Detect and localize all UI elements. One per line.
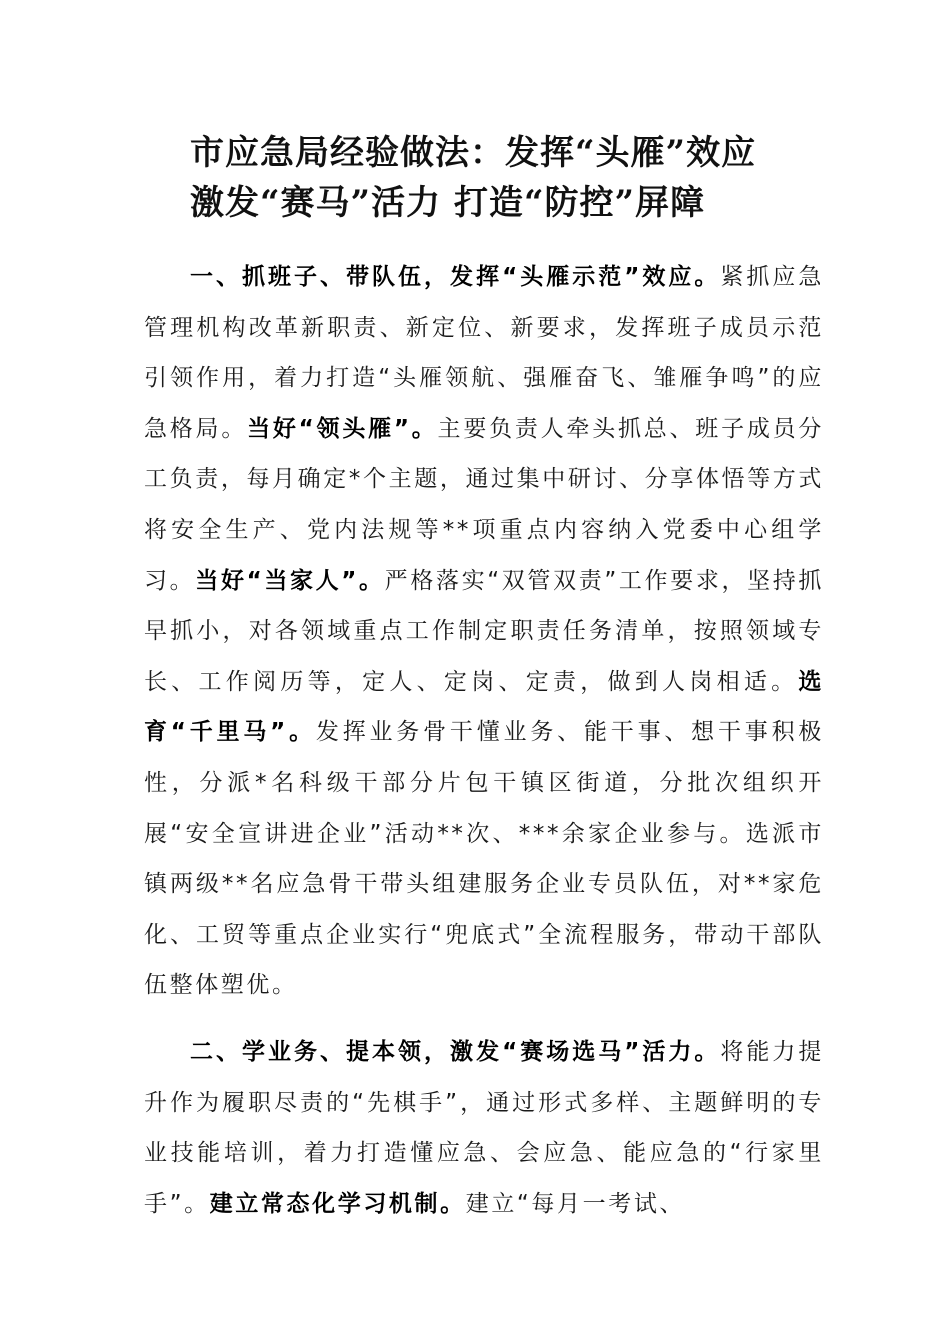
section-1-subheading-1: 当好“领头雁”。	[247, 415, 438, 442]
document-title	[190, 128, 830, 228]
section-2-heading: 二、学业务、提本领，激发“赛场选马”活力。	[190, 1038, 721, 1065]
section-2-text-1: 将能力提升作为履职尽责的“先棋手”，通过形式多样、主题鲜明的专业技能培训，着力打造懂应急、会应急、能应急的“行家里手”。	[144, 1038, 824, 1217]
section-1-text-1: 紧抓应急管理机构改革新职责、新定位、新要求，发挥班子成员示范引领作用，着力打造“头雁领航、强雁奋飞、雏雁争鸣”的应急格局。	[144, 264, 824, 442]
section-1-subheading-3: 选育“千里马”。	[144, 668, 824, 746]
paragraph-section-2	[144, 1027, 824, 1229]
section-1-heading: 一、抓班子、带队伍，发挥“头雁示范”效应。	[190, 264, 721, 290]
section-1-subheading-2: 当好“当家人”。	[195, 567, 385, 594]
document-body	[144, 252, 824, 1229]
title-line-1: 市应急局经验做法：发挥“头雁”效应	[190, 133, 757, 173]
section-2-subheading-1: 建立常态化学习机制。	[209, 1190, 466, 1217]
section-2-text-2: 建立“每月一考试、	[465, 1190, 686, 1217]
section-1-text-3: 严格落实“双管双责”工作要求，坚持抓早抓小，对各领域重点工作制定职责任务清单，按照领域专长、工作阅历等，定人、定岗、定责，做到人岗相适。	[144, 567, 825, 695]
title-line-2: 激发“赛马”活力 打造“防控”屏障	[190, 183, 706, 223]
section-1-text-2: 主要负责人牵头抓总、班子成员分工负责，每月确定*个主题，通过集中研讨、分享体悟等方式将安全生产、党内法规等**项重点内容纳入党委中心组学习。	[144, 415, 824, 594]
section-1-text-4: 发挥业务骨干懂业务、能干事、想干事积极性，分派*名科级干部分片包干镇区街道，分批次组织开展“安全宣讲进企业”活动**次、***余家企业参与。选派市镇两级**名应急骨干带头组建服务企业专员队伍，对**家危化、工贸等重点企业实行“兜底式”全流程服务，带动干部队伍整体塑优。	[144, 719, 825, 999]
paragraph-section-1	[144, 252, 824, 1011]
